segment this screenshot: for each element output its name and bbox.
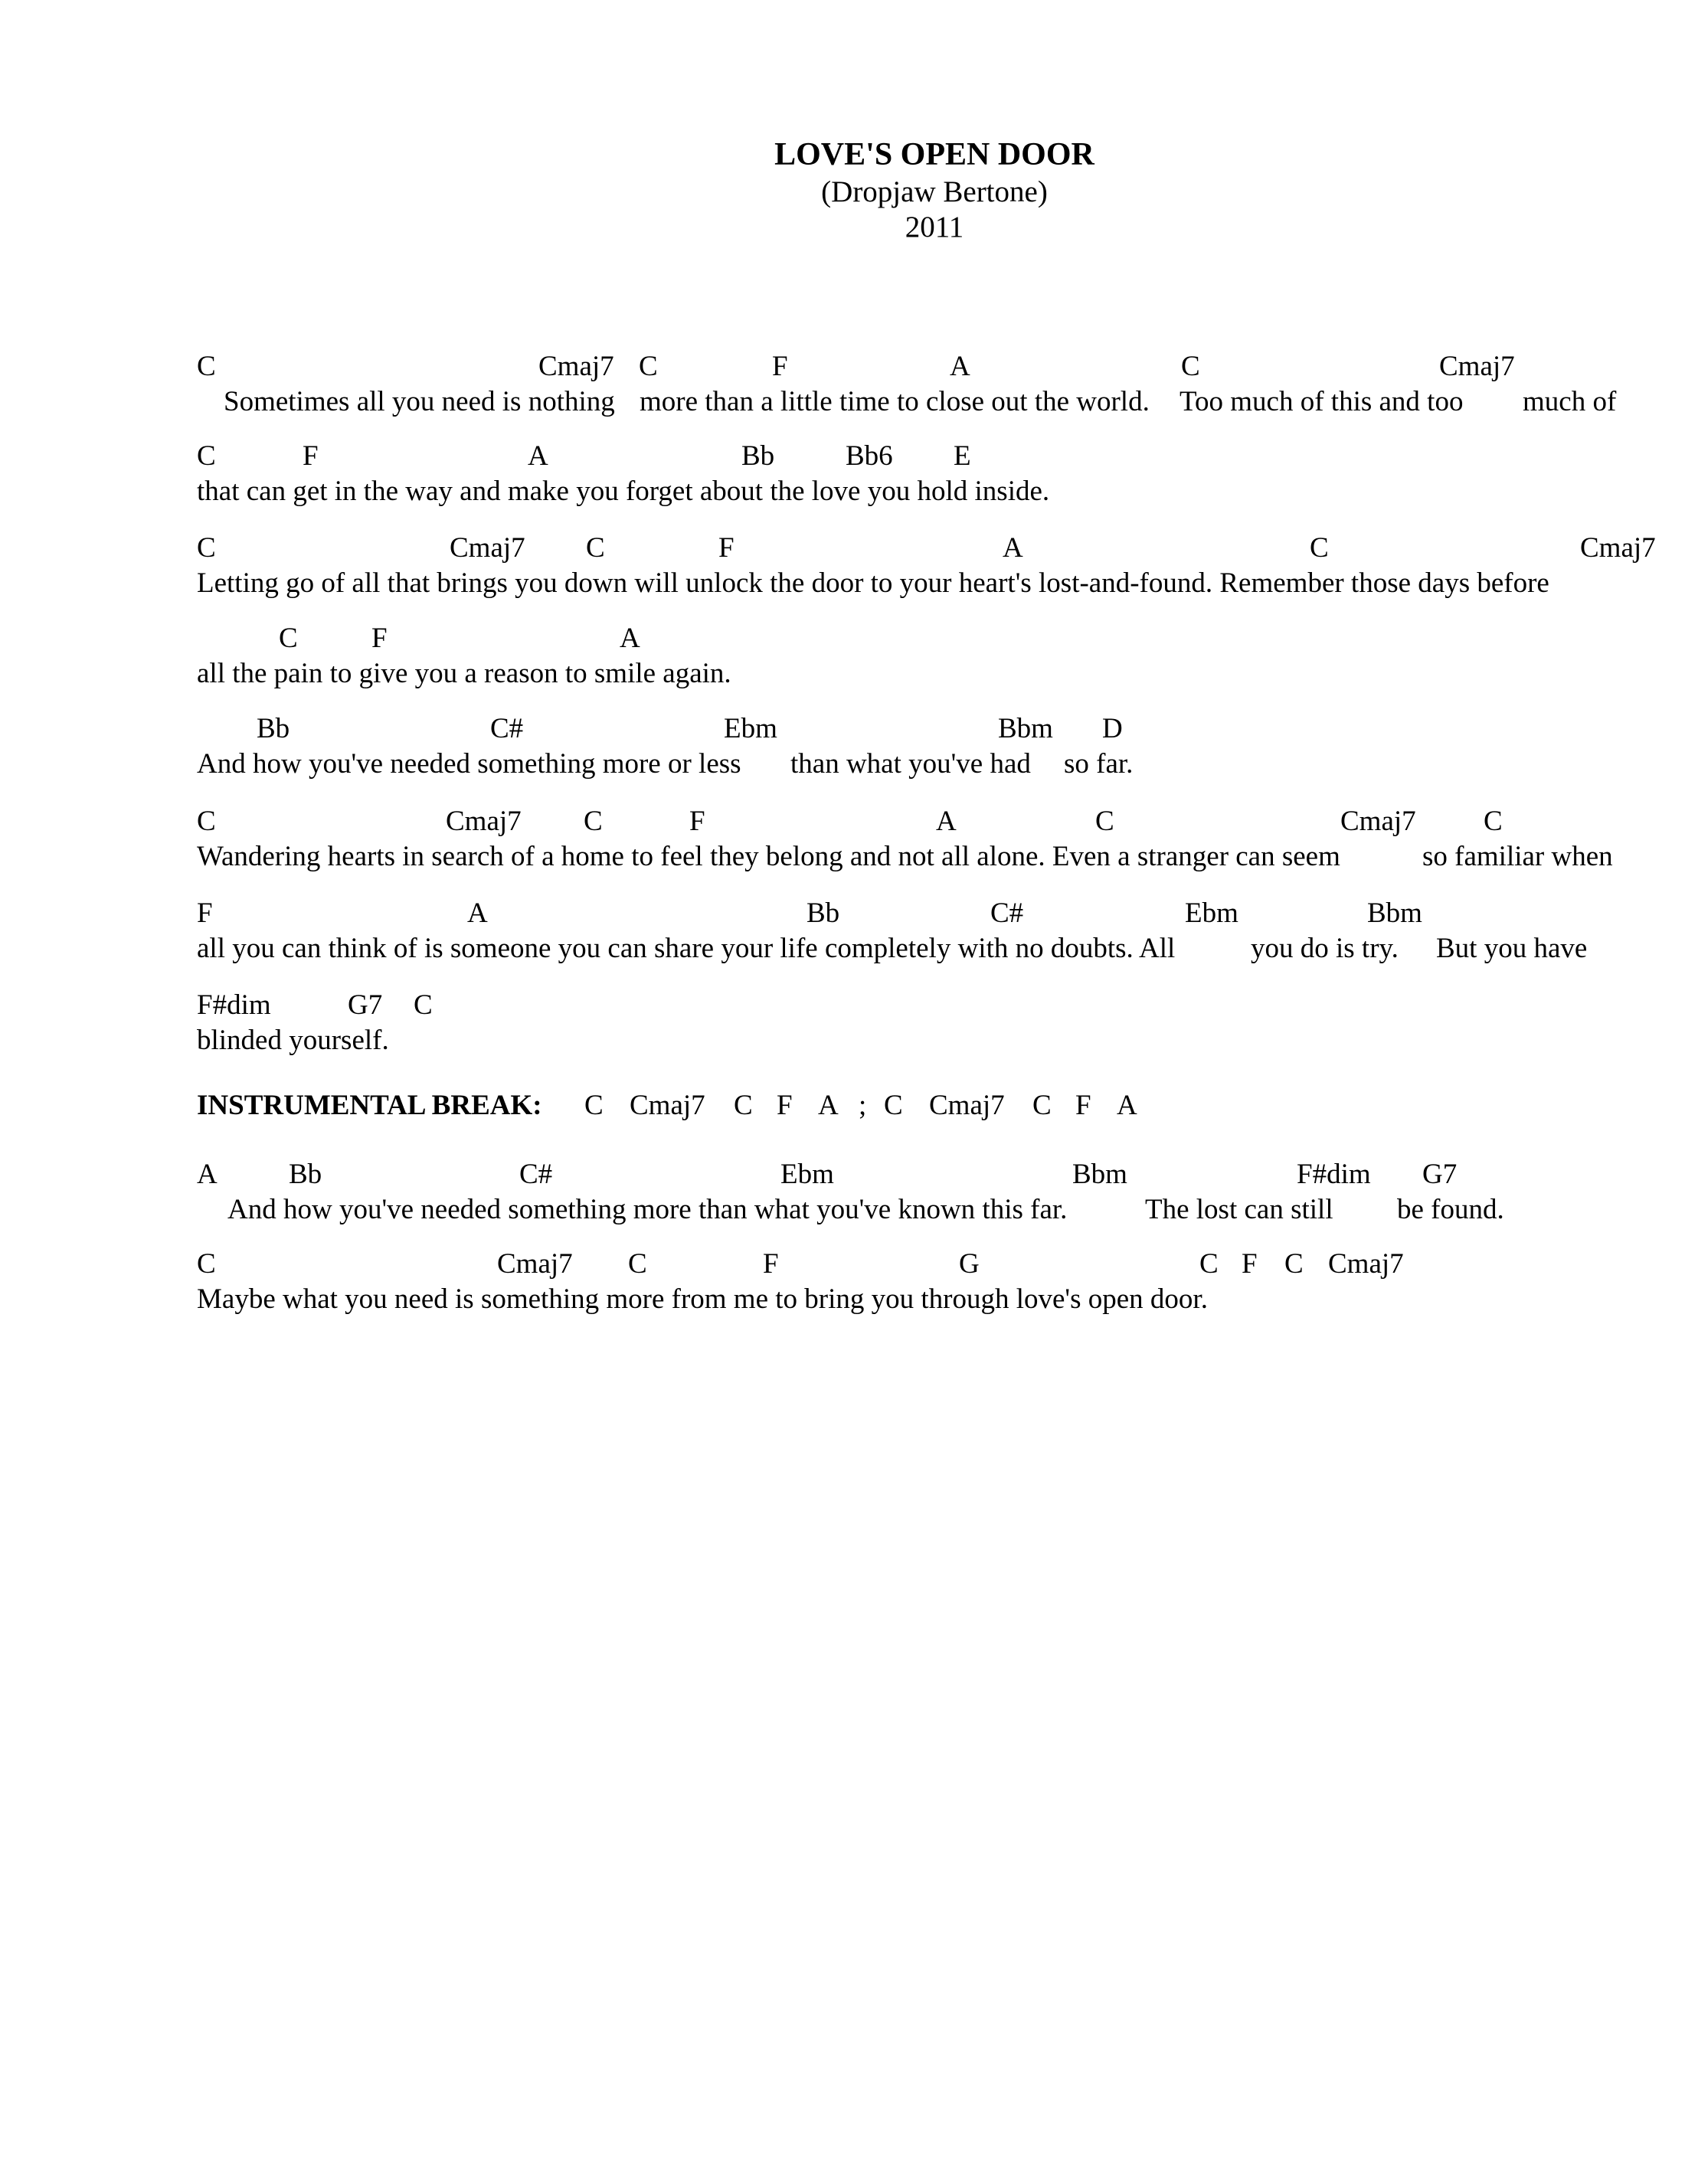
chord: Bb xyxy=(289,1159,322,1190)
chord: Cmaj7 xyxy=(446,806,522,837)
chord: C# xyxy=(990,897,1024,929)
lyric-text: all you can think of is someone you can share your life completely with no doubts. All xyxy=(197,933,1176,964)
chord-line xyxy=(197,530,1683,567)
chord: F xyxy=(1075,1090,1091,1121)
lyric-line xyxy=(197,746,1683,783)
chord: C xyxy=(1032,1090,1052,1121)
lyric-text: that can get in the way and make you forget about the love you hold inside. xyxy=(197,476,1050,507)
chord: Bb xyxy=(807,897,840,929)
chord: C# xyxy=(490,713,524,744)
chord: Ebm xyxy=(1185,897,1238,929)
chord: ; xyxy=(859,1090,867,1121)
instrumental-break-label: INSTRUMENTAL BREAK: xyxy=(197,1090,542,1121)
chord: F#dim xyxy=(1297,1159,1371,1190)
chord: A xyxy=(528,440,548,472)
song-author: (Dropjaw Bertone) xyxy=(821,175,1048,208)
chord: C xyxy=(584,806,603,837)
lyric-line xyxy=(197,384,1683,420)
chord: G7 xyxy=(348,989,383,1021)
chord: Bb6 xyxy=(846,440,893,472)
lyric-text: Maybe what you need is something more from me to bring you through love's open door. xyxy=(197,1283,1208,1315)
chord: C xyxy=(197,806,216,837)
chord-line xyxy=(197,348,1683,385)
chord: Bb xyxy=(257,713,290,744)
lyric-line xyxy=(197,1281,1683,1318)
chord: Cmaj7 xyxy=(497,1248,573,1280)
chord: F xyxy=(1242,1248,1258,1280)
lyric-text: you do is try. xyxy=(1251,933,1399,964)
lyric-line xyxy=(197,656,1683,692)
chord: C xyxy=(197,1248,216,1280)
chord: C# xyxy=(519,1159,553,1190)
lyric-line xyxy=(197,473,1683,510)
chord: Cmaj7 xyxy=(538,351,614,382)
chord: F xyxy=(197,897,213,929)
chord-line xyxy=(197,803,1683,840)
lyric-text: so far. xyxy=(1064,748,1134,780)
chord: C xyxy=(1181,351,1200,382)
chord: C xyxy=(1095,806,1114,837)
lyric-line xyxy=(197,1192,1683,1228)
chord: C xyxy=(279,623,298,654)
chord: Bbm xyxy=(1367,897,1422,929)
chord: C xyxy=(197,440,216,472)
chord: C xyxy=(734,1090,753,1121)
chord-line xyxy=(197,1246,1683,1283)
chord: Cmaj7 xyxy=(1340,806,1416,837)
song-title: LOVE'S OPEN DOOR xyxy=(774,137,1094,172)
chord: A xyxy=(620,623,640,654)
chord: A xyxy=(197,1159,218,1190)
chord: F xyxy=(763,1248,779,1280)
chord: F xyxy=(303,440,319,472)
chord: C xyxy=(884,1090,903,1121)
chord: F xyxy=(718,532,735,564)
lyric-text: Sometimes all you need is nothing xyxy=(224,386,615,417)
chord: C xyxy=(628,1248,647,1280)
chord: Cmaj7 xyxy=(450,532,525,564)
chord: Cmaj7 xyxy=(1580,532,1656,564)
chord: C xyxy=(584,1090,604,1121)
lyric-text: much of xyxy=(1523,386,1617,417)
lyric-text: The lost can still xyxy=(1145,1194,1333,1225)
chord: C xyxy=(639,351,658,382)
chord: E xyxy=(954,440,971,472)
chord: G xyxy=(959,1248,980,1280)
lyric-text: be found. xyxy=(1397,1194,1504,1225)
chord: G7 xyxy=(1422,1159,1458,1190)
chord: A xyxy=(1003,532,1023,564)
lyric-text: Too much of this and too xyxy=(1180,386,1464,417)
chord: C xyxy=(1284,1248,1304,1280)
chord-line xyxy=(197,895,1683,932)
chord: C xyxy=(1484,806,1503,837)
lyric-text: And how you've needed something more or less xyxy=(197,748,741,780)
chord: Cmaj7 xyxy=(630,1090,705,1121)
chord-line xyxy=(197,711,1683,747)
chord: D xyxy=(1102,713,1123,744)
chord: A xyxy=(467,897,488,929)
chord: C xyxy=(414,989,433,1021)
chord-line xyxy=(197,987,1683,1024)
song-year: 2011 xyxy=(905,211,964,244)
lyric-text: more than a little time to close out the world. xyxy=(640,386,1150,417)
lyric-text: than what you've had xyxy=(790,748,1031,780)
lyric-line xyxy=(197,565,1683,602)
chord: Bbm xyxy=(998,713,1053,744)
chord: Cmaj7 xyxy=(1439,351,1515,382)
lyric-text: so familiar when xyxy=(1422,841,1613,872)
instrumental-break xyxy=(197,1087,1683,1124)
lyric-line xyxy=(197,1022,1683,1059)
chord-line xyxy=(197,620,1683,657)
chord: F xyxy=(371,623,388,654)
chord: Ebm xyxy=(780,1159,834,1190)
chord-line xyxy=(197,438,1683,475)
chord: C xyxy=(197,532,216,564)
lyric-text: Wandering hearts in search of a home to feel they belong and not all alone. Even a stranger can seem xyxy=(197,841,1340,872)
chord: Bbm xyxy=(1072,1159,1127,1190)
lyric-text: blinded yourself. xyxy=(197,1025,389,1056)
chord: Bb xyxy=(741,440,775,472)
chord: Ebm xyxy=(724,713,777,744)
lyric-text: all the pain to give you a reason to smile again. xyxy=(197,658,731,689)
chord: A xyxy=(1117,1090,1137,1121)
lyric-text: And how you've needed something more than what you've known this far. xyxy=(227,1194,1068,1225)
chord: A xyxy=(950,351,970,382)
chord: Cmaj7 xyxy=(929,1090,1005,1121)
lyric-text: But you have xyxy=(1436,933,1588,964)
chord: C xyxy=(1199,1248,1219,1280)
chord: C xyxy=(197,351,216,382)
chord: A xyxy=(936,806,957,837)
chord: C xyxy=(1310,532,1329,564)
chord: F xyxy=(772,351,788,382)
lyric-line xyxy=(197,839,1683,875)
chord: F#dim xyxy=(197,989,271,1021)
chord: F xyxy=(777,1090,793,1121)
chord: Cmaj7 xyxy=(1328,1248,1404,1280)
chord: A xyxy=(818,1090,839,1121)
lyric-text: Letting go of all that brings you down will unlock the door to your heart's lost-and-found. Remember those days before xyxy=(197,567,1549,599)
chord-line xyxy=(197,1156,1683,1193)
chord: F xyxy=(689,806,705,837)
lyric-line xyxy=(197,930,1683,967)
chord: C xyxy=(586,532,605,564)
